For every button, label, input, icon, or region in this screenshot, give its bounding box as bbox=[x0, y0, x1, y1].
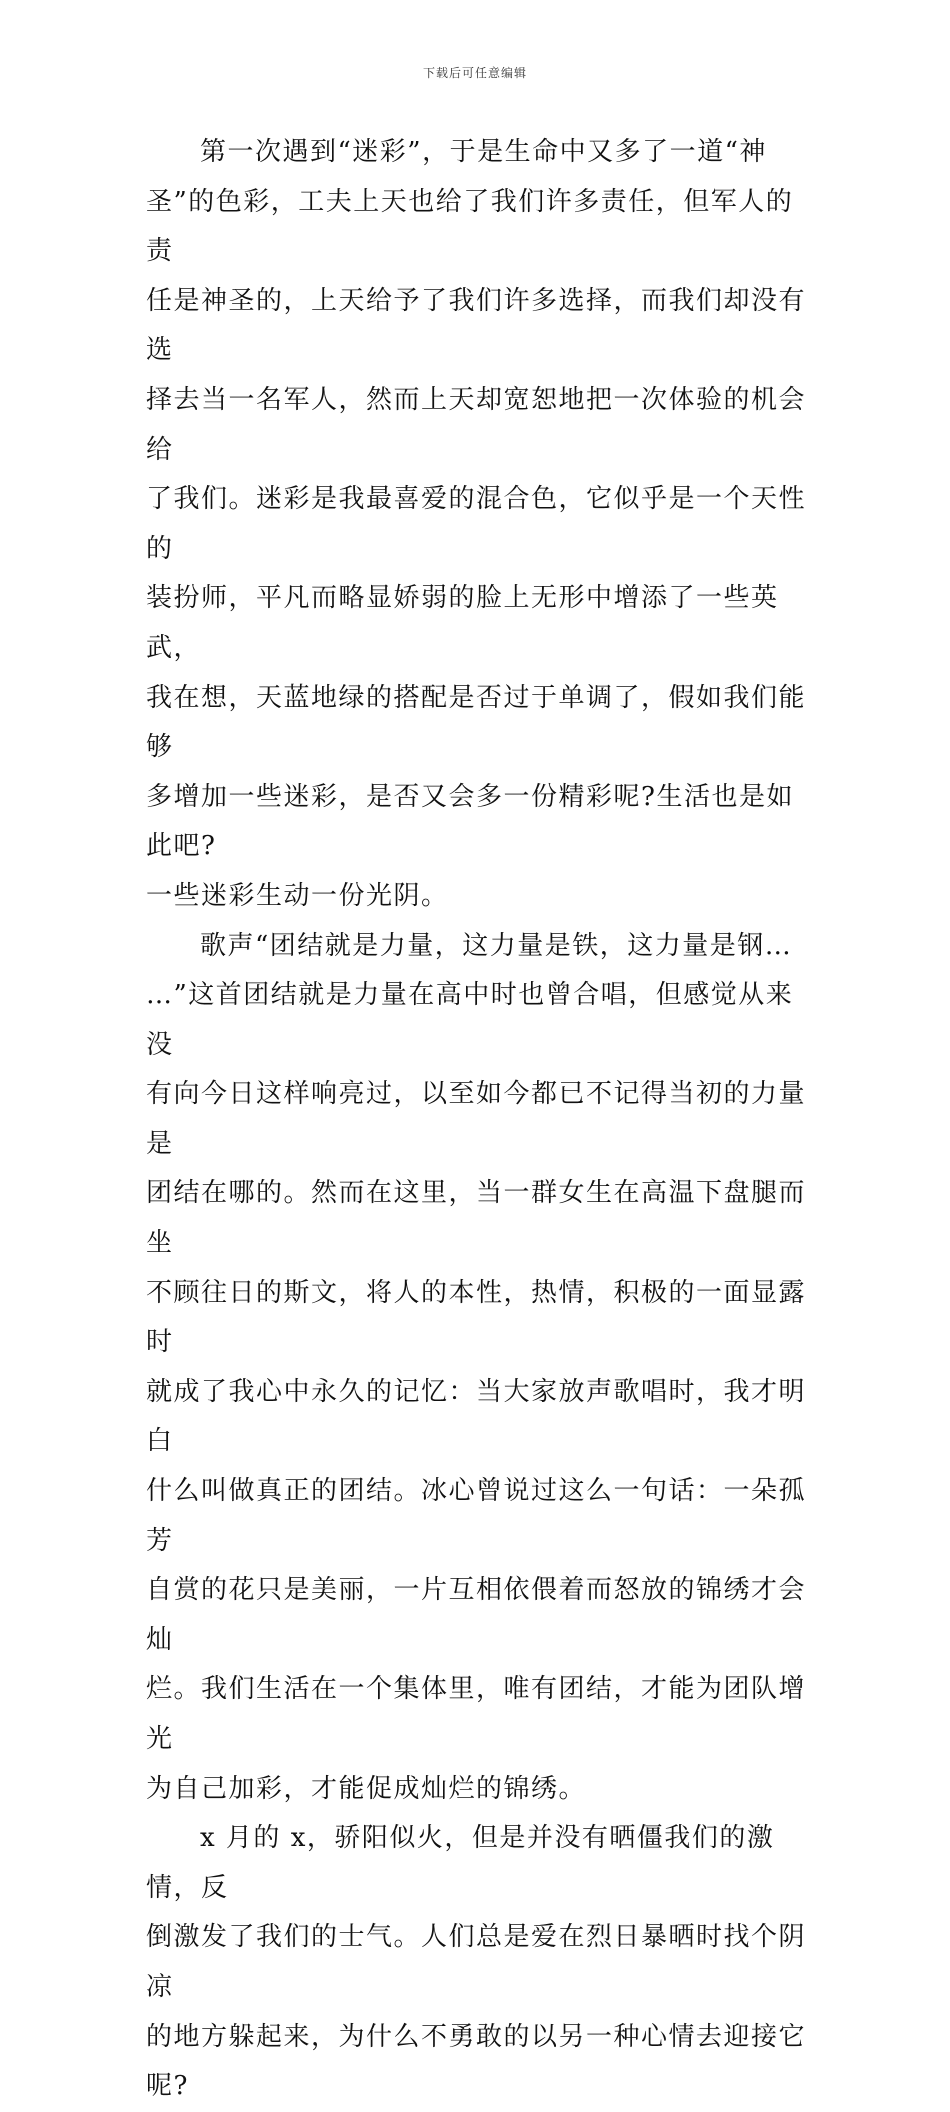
paragraph-camouflage: 第一次遇到“迷彩”，于是生命中又多了一道“神 圣”的色彩，工夫上天也给了我们许多责任，但军人的责 任是神圣的，上天给予了我们许多选择，而我们却没有选 择去当一名军人，然而上天却宽恕地把一次体验的机会给 了我们。迷彩是我最喜爱的混合色，它似乎是一个天性的 装扮师，平凡而略显娇弱的脸上无形中增添了一些英武， 我在想，天蓝地绿的搭配是否过于单调了，假如我们能够 多增加一些迷彩，是否又会多一份精彩呢?生活也是如此吧? 一些迷彩生动一份光阴。 bbox=[146, 137, 807, 911]
paragraph-unity-song: 歌声“团结就是力量，这力量是铁，这力量是钢… …”这首团结就是力量在高中时也曾合唱，但感觉从来没 有向今日这样响亮过，以至如今都已不记得当初的力量是 团结在哪的。然而在这里，当一群女生在高温下盘腿而坐 不顾往日的斯文，将人的本性，热情，积极的一面显露时 就成了我心中永久的记忆：当大家放声歌唱时，我才明白 什么叫做真正的团结。冰心曾说过这么一句话：一朵孤芳 自赏的花只是美丽，一片互相依偎着而怒放的锦绣才会灿 烂。我们生活在一个集体里，唯有团结，才能为团队增光 为自己加彩，才能促成灿烂的锦绣。 bbox=[146, 930, 807, 1804]
page-header: 下载后可任意编辑 bbox=[422, 66, 527, 80]
document-body bbox=[146, 128, 818, 2112]
paragraph-hot-sun: x 月的 x，骄阳似火，但是并没有晒僵我们的激情，反 倒激发了我们的士气。人们总是爱在烈日暴晒时找个阴凉 的地方躲起来，为什么不勇敢的以另一种心情去迎接它呢? bbox=[146, 1823, 807, 2102]
